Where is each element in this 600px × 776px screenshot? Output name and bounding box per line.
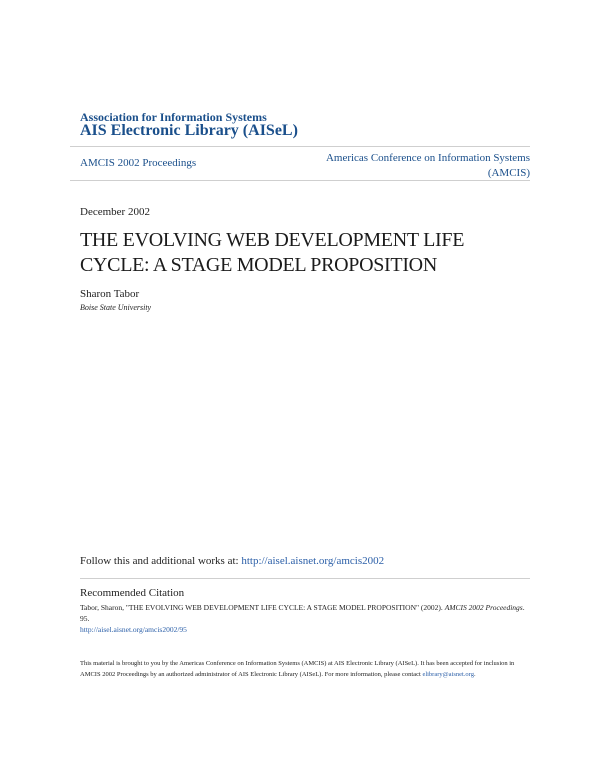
title-line-1: THE EVOLVING WEB DEVELOPMENT LIFE <box>80 229 465 251</box>
collection-link[interactable]: http://aisel.aisnet.org/amcis2002 <box>241 555 385 567</box>
follow-prefix: Follow this and additional works at: <box>80 555 242 567</box>
title-line-2: CYCLE: A STAGE MODEL PROPOSITION <box>80 254 437 276</box>
header-top-divider <box>70 146 530 147</box>
citation-heading: Recommended Citation <box>80 587 185 599</box>
follow-line <box>80 555 384 567</box>
citation-link[interactable]: http://aisel.aisnet.org/amcis2002/95 <box>80 625 187 634</box>
disclaimer-text: This material is brought to you by the Americas Conference on Information Systems (AMCIS) at AIS Electronic Library (AISeL). It has been accepted for inclusion in AMCIS 2002 Proceedings by an authorized administrator of AIS Electronic Library (AISeL). For more information, please contact <box>80 660 515 678</box>
citation-divider <box>80 578 530 579</box>
author-affiliation: Boise State University <box>80 303 152 312</box>
contact-email-link[interactable]: elibrary@aisnet.org <box>422 671 474 678</box>
association-name: Association for Information Systems <box>80 110 267 124</box>
citation-block <box>80 602 525 635</box>
citation-text: Tabor, Sharon, "THE EVOLVING WEB DEVELOPMENT LIFE CYCLE: A STAGE MODEL PROPOSITION" (2002). <box>80 603 445 612</box>
citation-venue: AMCIS 2002 Proceedings <box>444 603 523 612</box>
disclaimer-block <box>80 658 535 680</box>
proceedings-link[interactable]: AMCIS 2002 Proceedings <box>80 157 197 169</box>
conference-line-1: Americas Conference on Information Systems <box>325 152 530 164</box>
disclaimer-end: . <box>473 671 476 678</box>
paper-title <box>80 228 540 278</box>
library-name[interactable]: AIS Electronic Library (AISeL) <box>80 122 298 139</box>
author-name: Sharon Tabor <box>80 288 140 300</box>
header-bottom-divider <box>70 180 530 181</box>
conference-line-2: (AMCIS) <box>487 167 530 179</box>
conference-link[interactable] <box>300 151 530 181</box>
publication-date: December 2002 <box>80 206 150 218</box>
citation-suffix: . 95. <box>80 603 525 623</box>
